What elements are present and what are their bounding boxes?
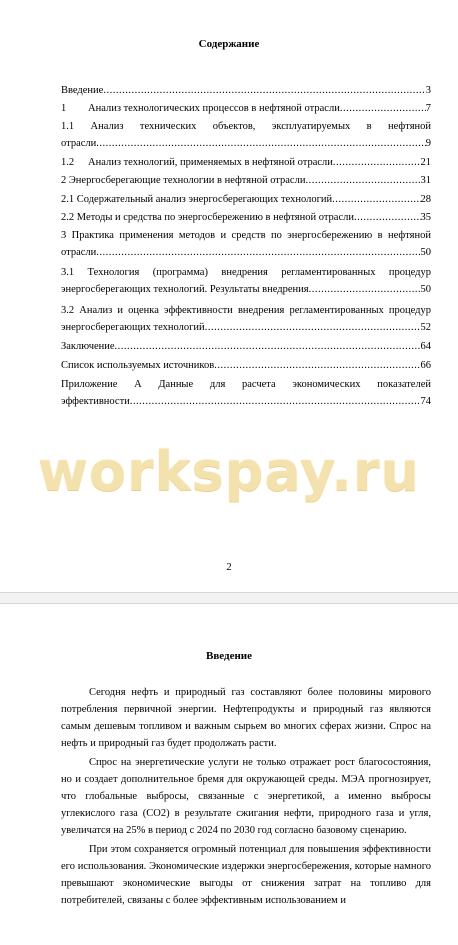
toc-entry-continuation: энергосберегающих технологий. Результаты внедрения xyxy=(61,284,309,295)
toc-entry[interactable] xyxy=(61,154,431,171)
toc-entry[interactable] xyxy=(61,209,431,226)
toc-title: Содержание xyxy=(198,38,260,50)
toc-entry-text: Список используемых источников xyxy=(61,360,215,371)
toc-entry-text: Приложение А Данные для расчета экономических показателей xyxy=(61,379,431,390)
toc-leader-dots xyxy=(130,393,421,410)
toc-entry[interactable] xyxy=(61,118,431,152)
toc-entry-page: 3 xyxy=(425,85,431,96)
toc-leader-dots xyxy=(332,191,420,208)
toc-leader-dots xyxy=(340,100,426,117)
toc-entry-page: 9 xyxy=(425,138,431,149)
toc-entry-continuation: энергосберегающих технологий xyxy=(61,322,205,333)
section-title: Введение xyxy=(205,650,253,662)
toc-entry-page: 21 xyxy=(420,157,431,168)
toc-leader-dots xyxy=(354,209,421,226)
toc-entry-continuation: эффективности xyxy=(61,396,130,407)
toc-entry[interactable] xyxy=(61,357,431,374)
toc-entry-continuation: отрасли xyxy=(61,247,97,258)
toc-entry[interactable] xyxy=(61,227,431,261)
toc-entry[interactable] xyxy=(61,264,431,298)
toc-entry-number: 1.2 xyxy=(61,157,75,168)
toc-entry-continuation: отрасли xyxy=(61,138,97,149)
toc-leader-dots xyxy=(103,82,425,99)
toc-entry[interactable] xyxy=(61,302,431,336)
toc-entry-page: 50 xyxy=(420,247,431,258)
toc-entry-text: Анализ технологий, применяемых в нефтяной отрасли xyxy=(88,157,333,168)
toc-entry-page: 28 xyxy=(420,194,431,205)
body-text xyxy=(61,684,431,911)
toc-entry[interactable] xyxy=(61,172,431,189)
toc-entry[interactable] xyxy=(61,191,431,208)
toc-leader-dots xyxy=(214,357,420,374)
toc-leader-dots xyxy=(96,135,425,152)
toc-entry-text: Анализ технических объектов, эксплуатируемых в нефтяной xyxy=(90,121,432,132)
toc-entry-text: Заключение xyxy=(61,341,115,352)
toc-entry-page: 52 xyxy=(420,322,431,333)
toc-leader-dots xyxy=(115,338,421,355)
toc-leader-dots xyxy=(305,172,420,189)
watermark-logo: workspay.ru xyxy=(38,440,420,503)
toc-entry-text: 3.2 Анализ и оценка эффективности внедрения регламентированных процедур xyxy=(61,305,431,316)
toc-entry-text: 3.1 Технология (программа) внедрения регламентированных процедур xyxy=(61,267,431,278)
toc-entry-page: 64 xyxy=(420,341,431,352)
toc-leader-dots xyxy=(333,154,421,171)
toc-entry-number: 1 xyxy=(61,103,67,114)
toc-entry-page: 66 xyxy=(420,360,431,371)
toc-entry-text: 2 Энергосберегающие технологии в нефтяной отрасли xyxy=(61,175,306,186)
toc-entry-text: 2.1 Содержательный анализ энергосберегающих технологий xyxy=(61,194,333,205)
page-number: 2 xyxy=(226,562,232,573)
toc-leader-dots xyxy=(205,319,421,336)
toc-entry-text: 2.2 Методы и средства по энергосбережению в нефтяной отрасли xyxy=(61,212,354,223)
toc-entry[interactable] xyxy=(61,82,431,99)
toc-entry[interactable] xyxy=(61,100,431,117)
toc-entry-text: 3 Практика применения методов и средств по энергосбережению в нефтяной xyxy=(61,230,431,241)
toc-entry-page: 31 xyxy=(420,175,431,186)
page-separator xyxy=(0,592,458,604)
paragraph: Спрос на энергетические услуги не только отражает рост благосостояния, но и создает дополнительное бремя для окружающей среды. МЭА прогнозирует, что глобальные выбросы, связанные с энергетикой, а именно выбросы углекислого газа (СО2) в результате сжигания нефти, природного газа и угля, увеличатся на 25% в период с 2024 по 2030 год согласно базовому сценарию. xyxy=(61,757,431,836)
toc-entry-page: 50 xyxy=(420,284,431,295)
toc-entry-page: 74 xyxy=(420,396,431,407)
toc-entry[interactable] xyxy=(61,338,431,355)
toc-entry-page: 7 xyxy=(425,103,431,114)
toc-entry-text: Введение xyxy=(61,85,104,96)
toc-entry-text: Анализ технологических процессов в нефтяной отрасли xyxy=(88,103,340,114)
toc-leader-dots xyxy=(309,281,421,298)
toc-leader-dots xyxy=(96,244,420,261)
paragraph: При этом сохраняется огромный потенциал для повышения эффективности его использования. Экономические издержки энергосбережения, которые намного превышают экономические выгоды от снижения затрат на топливо для потребителей, связаны с более эффективным использованием и xyxy=(61,844,431,906)
document-page-2 xyxy=(0,604,458,945)
toc-entry[interactable] xyxy=(61,376,431,410)
toc-entry-page: 35 xyxy=(420,212,431,223)
toc-entry-number: 1.1 xyxy=(61,121,75,132)
paragraph: Сегодня нефть и природный газ составляют более половины мирового потребления первичной энергии. Нефтепродукты и природный газ являются самым дешевым топливом и важным сырьем во многих сферах жизни. Спрос на нефть и природный газ будет продолжать расти. xyxy=(61,687,431,749)
